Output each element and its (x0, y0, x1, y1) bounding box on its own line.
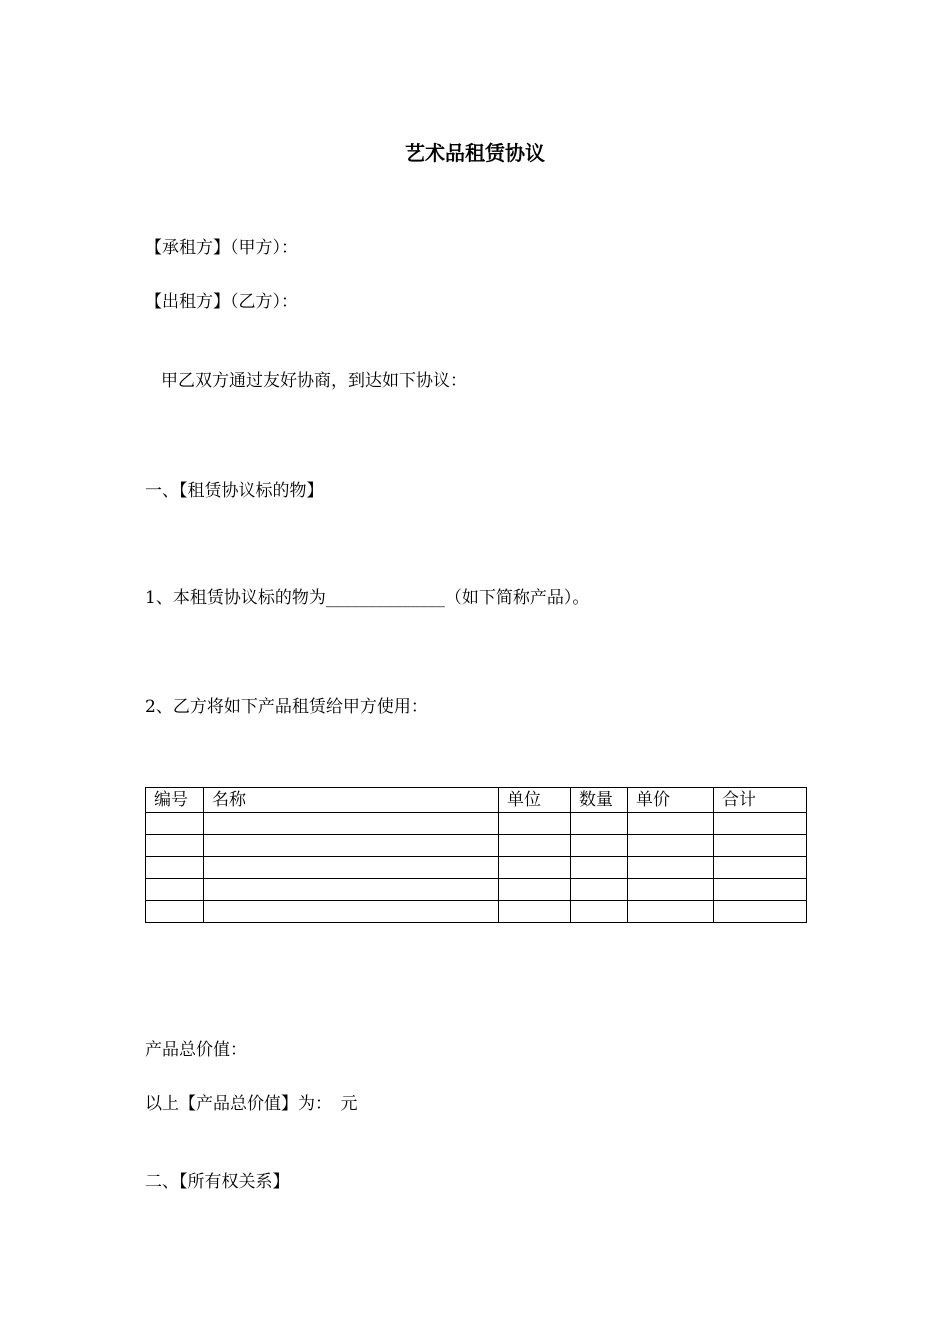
total-value-line: 以上【产品总价值】为： 元 (145, 1094, 358, 1114)
product-table (145, 787, 807, 923)
table-cell (499, 879, 571, 901)
table-row (146, 813, 807, 835)
table-row (146, 901, 807, 923)
table-cell (714, 857, 807, 879)
column-header-total: 合计 (714, 788, 807, 813)
section-1-heading: 一、【租赁协议标的物】 (145, 481, 324, 501)
table-header-row (146, 788, 807, 813)
table-row (146, 835, 807, 857)
table-cell (628, 857, 714, 879)
table-cell (571, 813, 628, 835)
table-cell (499, 857, 571, 879)
table-cell (571, 857, 628, 879)
table-row (146, 879, 807, 901)
table-cell (204, 879, 499, 901)
table-row (146, 857, 807, 879)
intro-paragraph: 甲乙双方通过友好协商，到达如下协议： (161, 371, 467, 391)
clause-2: 2、乙方将如下产品租赁给甲方使用： (145, 697, 428, 717)
column-header-number: 编号 (146, 788, 204, 813)
column-header-unit: 单位 (499, 788, 571, 813)
table-cell (146, 879, 204, 901)
table-cell (499, 813, 571, 835)
table-cell (628, 901, 714, 923)
total-value-label: 产品总价值： (145, 1040, 247, 1060)
lessor-line: 【出租方】（乙方）： (145, 292, 298, 312)
table-cell (204, 857, 499, 879)
table-cell (571, 901, 628, 923)
column-header-unit-price: 单价 (628, 788, 714, 813)
table-cell (146, 835, 204, 857)
table-cell (628, 813, 714, 835)
lessee-line: 【承租方】（甲方）： (145, 238, 298, 258)
table-cell (714, 835, 807, 857)
column-header-name: 名称 (204, 788, 499, 813)
table-cell (204, 901, 499, 923)
table-cell (146, 813, 204, 835)
table-cell (714, 879, 807, 901)
table-cell (499, 901, 571, 923)
table-cell (628, 835, 714, 857)
table-cell (146, 857, 204, 879)
table-cell (204, 813, 499, 835)
table-cell (146, 901, 204, 923)
table-cell (204, 835, 499, 857)
document-title: 艺术品租赁协议 (405, 141, 545, 165)
table-cell (714, 813, 807, 835)
clause-1: 1、本租赁协议标的物为______________（如下简称产品）。 (145, 588, 590, 608)
section-2-heading: 二、【所有权关系】 (145, 1172, 290, 1192)
table-cell (571, 879, 628, 901)
table-cell (499, 835, 571, 857)
table-cell (714, 901, 807, 923)
column-header-quantity: 数量 (571, 788, 628, 813)
table-cell (628, 879, 714, 901)
table-cell (571, 835, 628, 857)
